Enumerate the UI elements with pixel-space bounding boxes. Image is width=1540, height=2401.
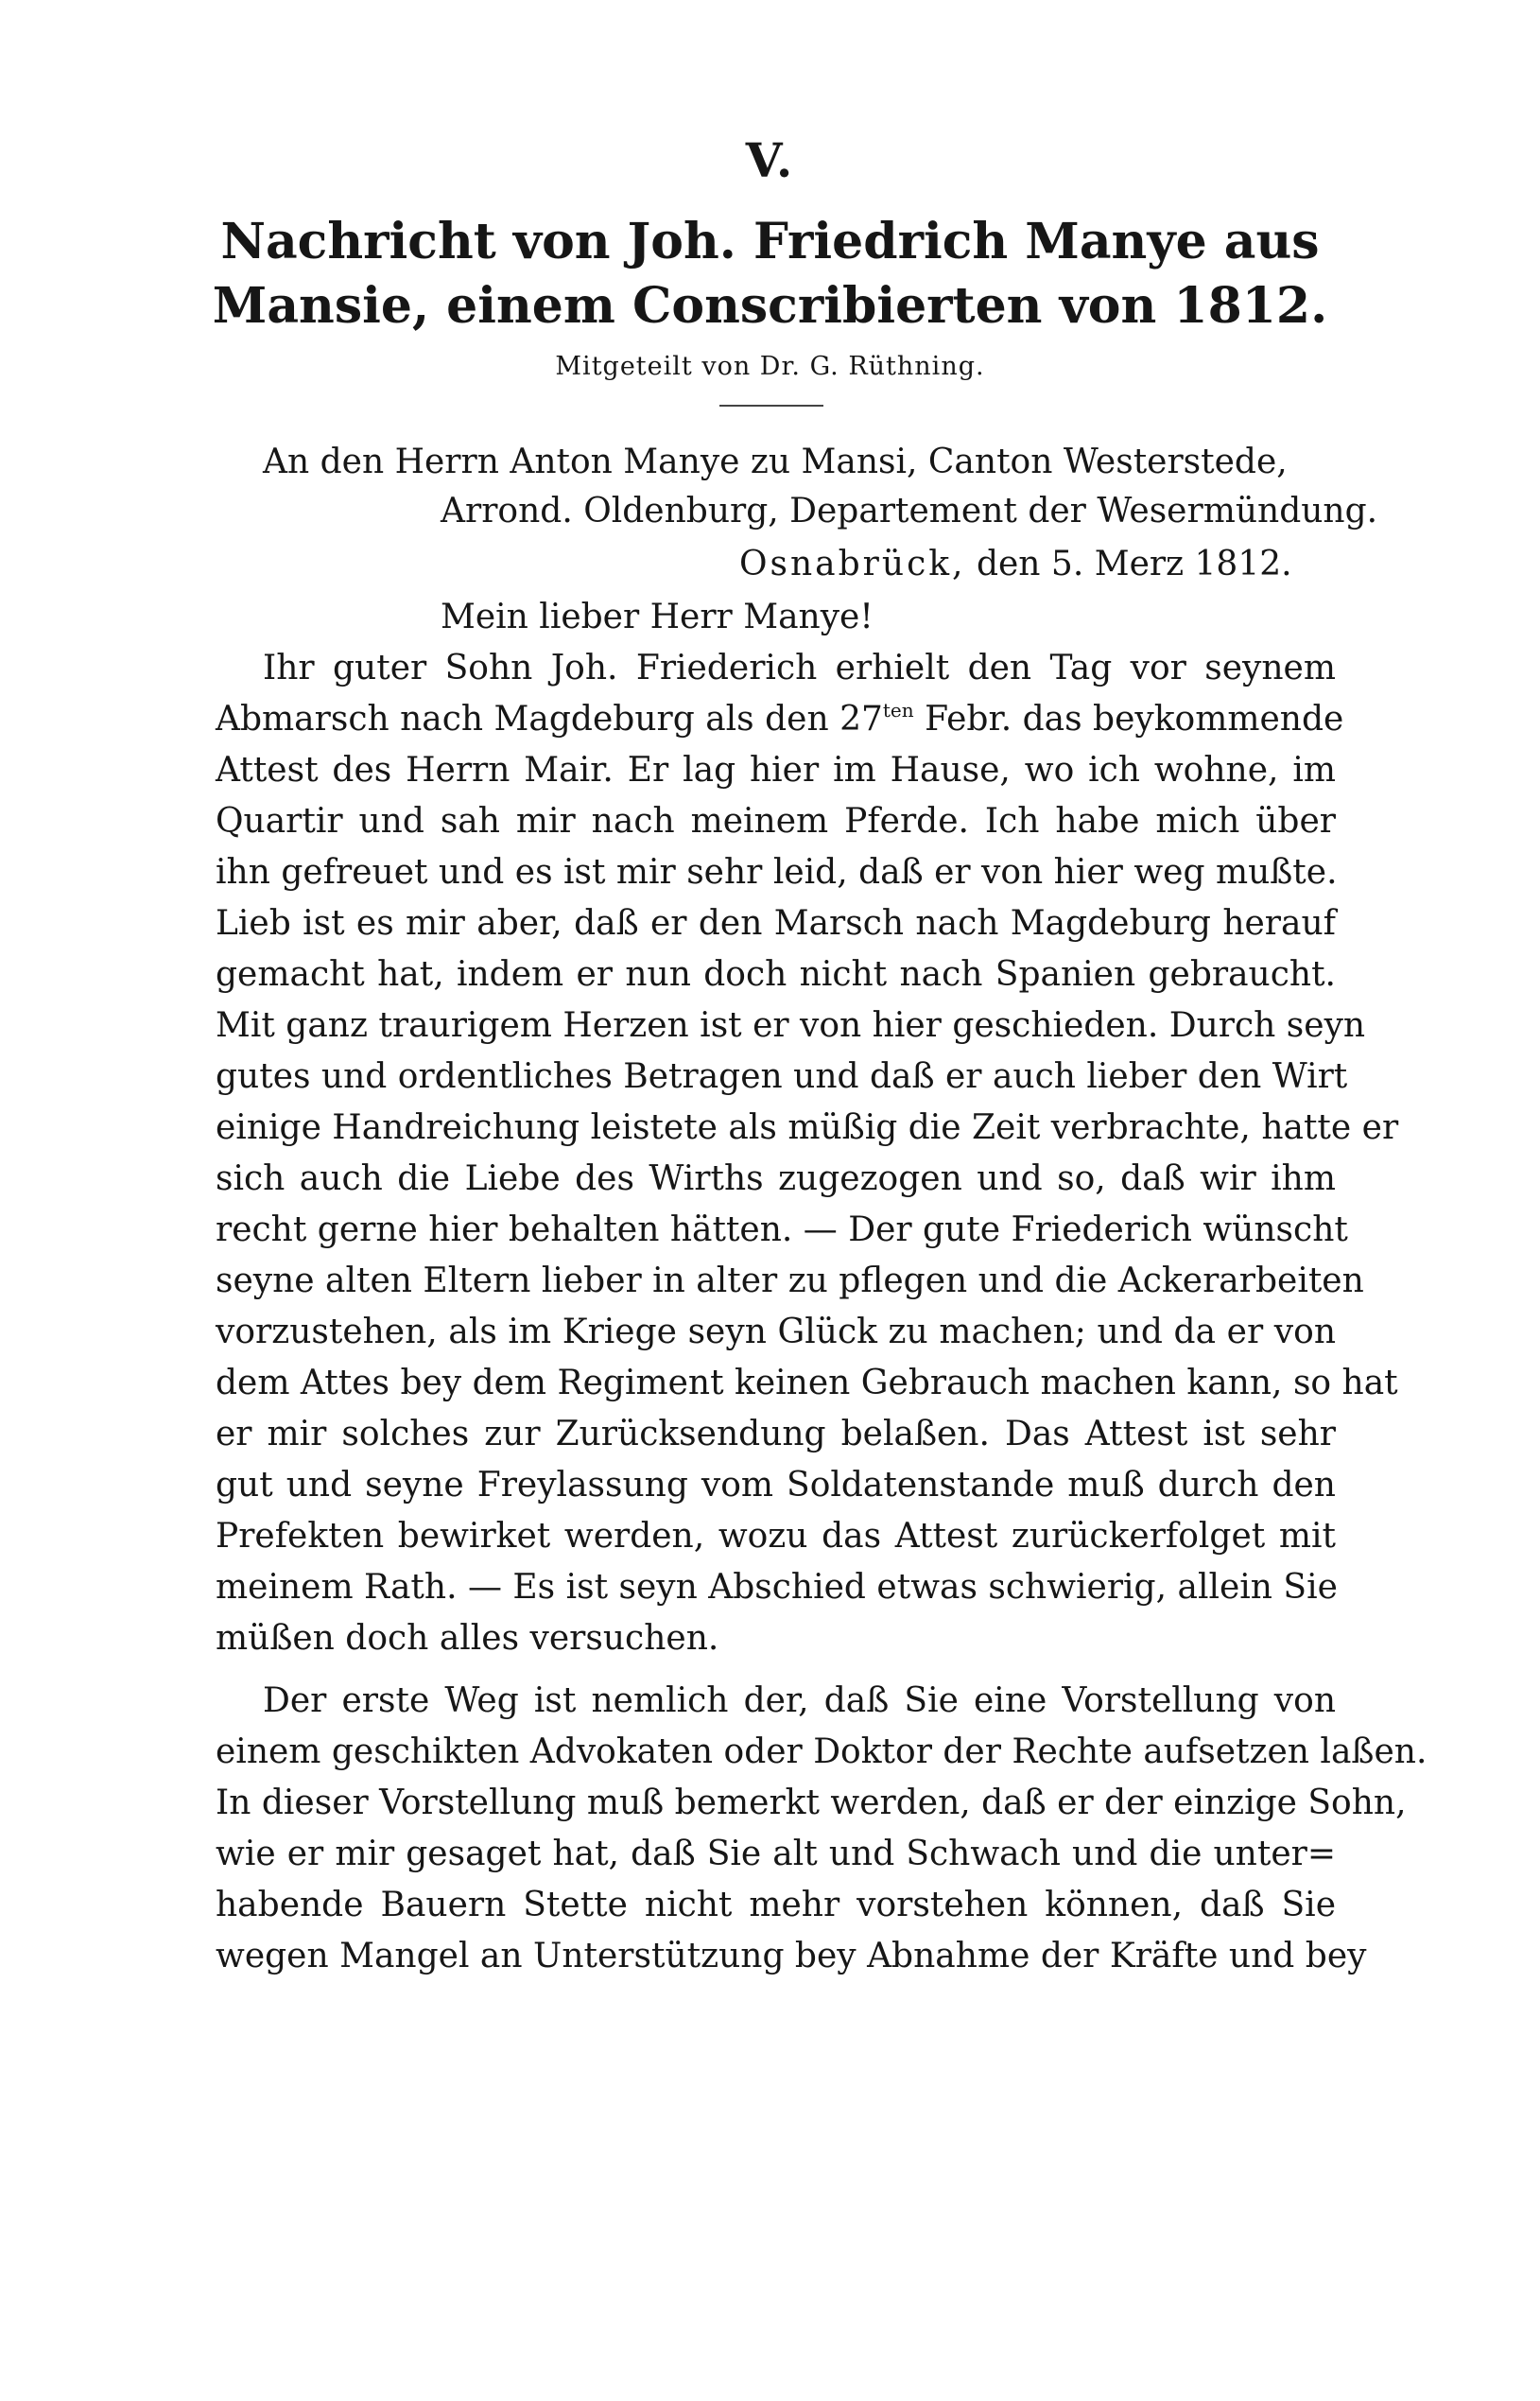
paragraph-1-line: Ihr guter Sohn Joh. Friederich erhielt den Tag vor seynem [263, 649, 1336, 687]
paragraph-2-line: habende Bauern Stette nicht mehr vorstehen können, daß Sie [216, 1886, 1336, 1924]
chapter-number: V. [745, 132, 795, 188]
paragraph-1-line: vorzustehen, als im Kriege seyn Glück zu machen; und da er von [216, 1313, 1336, 1351]
salutation: Mein lieber Herr Manye! [441, 598, 874, 636]
paragraph-1-line: einige Handreichung leistete als müßig die Zeit verbrachte, hatte er [216, 1108, 1399, 1147]
title-line-1: Nachricht von Joh. Friedrich Manye aus [220, 213, 1320, 270]
address-line-2: Arrond. Oldenburg, Departement der Wesermündung. [441, 492, 1378, 531]
paragraph-1-line: seyne alten Eltern lieber in alter zu pflegen und die Ackerarbeiten [216, 1261, 1364, 1300]
paragraph-1-line: gutes und ordentliches Betragen und daß er auch lieber den Wirt [216, 1057, 1348, 1096]
paragraph-1-line: müßen doch alles versuchen. [216, 1619, 719, 1658]
paragraph-1-line: gemacht hat, indem er nun doch nicht nach Spanien gebraucht. [216, 955, 1336, 994]
paragraph-2-line: In dieser Vorstellung muß bemerkt werden, daß er der einzige Sohn, [216, 1783, 1407, 1822]
paragraph-2-line: einem geschikten Advokaten oder Doktor der Rechte aufsetzen laßen. [216, 1732, 1428, 1771]
dateline-place: Osnabrück, [739, 545, 966, 583]
article-title [189, 210, 1351, 339]
paragraph-1-line: dem Attes bey dem Regiment keinen Gebrauch machen kann, so hat [216, 1364, 1398, 1402]
paragraph-1-line: sich auch die Liebe des Wirths zugezogen und so, daß wir ihm [216, 1159, 1336, 1198]
paragraph-1-line: gut und seyne Freylassung vom Soldatenstande muß durch den [216, 1466, 1336, 1505]
paragraph-1-line: ihn gefreuet und es ist mir sehr leid, daß er von hier weg mußte. [216, 853, 1338, 892]
paragraph-2-line: wie er mir gesaget hat, daß Sie alt und Schwach und die unter= [216, 1835, 1336, 1873]
paragraph-1-line: Prefekten bewirket werden, wozu das Attest zurückerfolget mit [216, 1517, 1336, 1556]
paragraph-1-line: Mit ganz traurigem Herzen ist er von hier geschieden. Durch seyn [216, 1006, 1366, 1045]
dateline-date: den 5. Merz 1812. [976, 545, 1292, 583]
paragraph-2-line: wegen Mangel an Unterstützung bey Abnahme der Kräfte und bey [216, 1937, 1367, 1975]
paragraph-2-line: Der erste Weg ist nemlich der, daß Sie eine Vorstellung von [263, 1681, 1336, 1720]
title-divider [719, 405, 823, 407]
dateline [739, 539, 1292, 590]
paragraph-1-line: Attest des Herrn Mair. Er lag hier im Hause, wo ich wohne, im [216, 751, 1336, 790]
paragraph-1-line: recht gerne hier behalten hätten. — Der gute Friederich wünscht [216, 1210, 1348, 1249]
paragraph-1-line: meinem Rath. — Es ist seyn Abschied etwas schwierig, allein Sie [216, 1568, 1338, 1607]
title-line-2: Mansie, einem Conscribierten von 1812. [212, 277, 1328, 335]
address-line-1: An den Herrn Anton Manye zu Mansi, Canton Westerstede, [263, 443, 1288, 481]
author-byline: Mitgeteilt von Dr. G. Rüthning. [555, 352, 985, 381]
paragraph-1-line: er mir solches zur Zurücksendung belaßen. Das Attest ist sehr [216, 1415, 1336, 1453]
paragraph-1-line: Abmarsch nach Magdeburg als den $27^{ten}$ Febr. das beykommende [216, 699, 1344, 739]
paragraph-1-line: Quartir und sah mir nach meinem Pferde. Ich habe mich über [216, 802, 1336, 841]
paragraph-1-line: Lieb ist es mir aber, daß er den Marsch nach Magdeburg herauf [216, 904, 1336, 943]
